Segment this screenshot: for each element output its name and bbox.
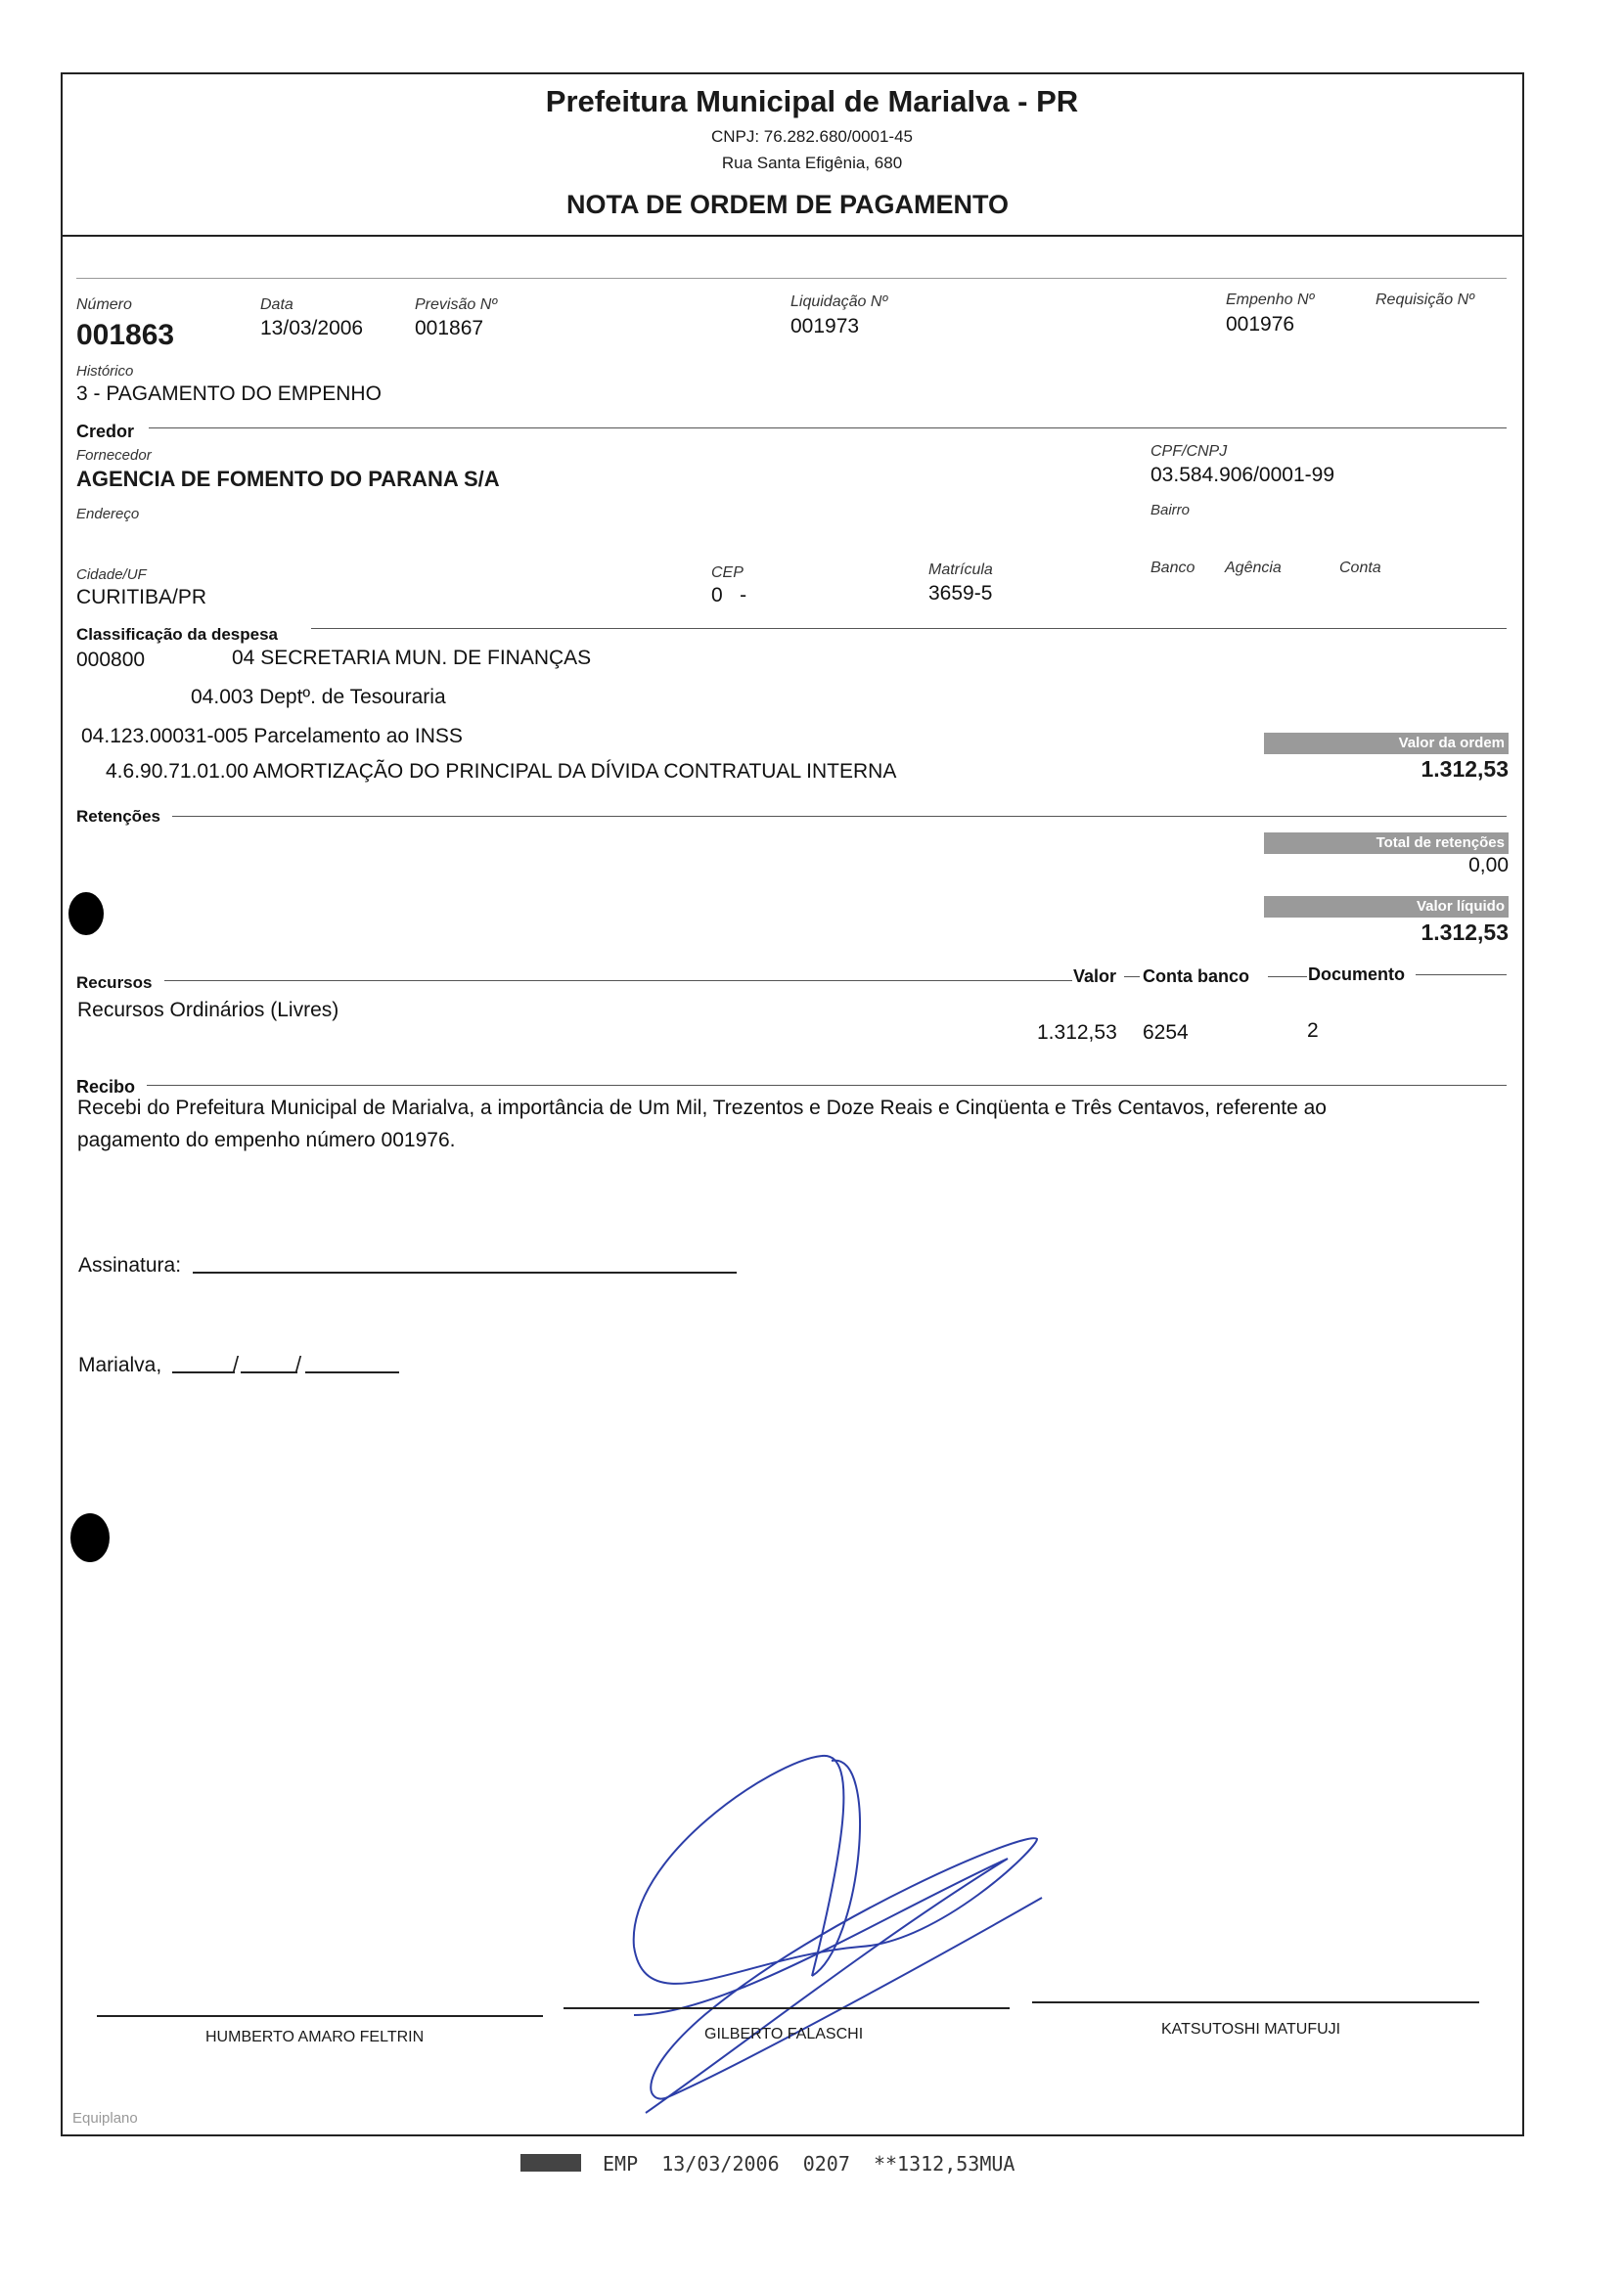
bairro-label: Bairro bbox=[1150, 502, 1191, 518]
recursos-conta: 6254 bbox=[1143, 1021, 1189, 1044]
numero-value: 001863 bbox=[76, 319, 175, 351]
signature-line-1 bbox=[97, 2015, 543, 2017]
recibo-text-2: pagamento do empenho número 001976. bbox=[77, 1129, 456, 1151]
endereco-label: Endereço bbox=[76, 506, 140, 522]
total-retencoes-value: 0,00 bbox=[1468, 854, 1509, 876]
recibo-section: Recibo bbox=[76, 1077, 136, 1097]
matricula-label: Matrícula bbox=[928, 561, 993, 578]
signature-stroke-3 bbox=[634, 1859, 1008, 2113]
classificacao-line3: 04.123.00031-005 Parcelamento ao INSS bbox=[81, 725, 463, 747]
classificacao-code: 000800 bbox=[76, 649, 146, 671]
local-label: Marialva, bbox=[78, 1354, 162, 1376]
recursos-name: Recursos Ordinários (Livres) bbox=[77, 999, 339, 1021]
classificacao-line4: 4.6.90.71.01.00 AMORTIZAÇÃO DO PRINCIPAL DA DÍVIDA CONTRATUAL INTERNA bbox=[106, 760, 897, 783]
cidade-label: Cidade/UF bbox=[76, 566, 147, 583]
retencoes-section: Retenções bbox=[76, 807, 160, 826]
classificacao-line2: 04.003 Deptº. de Tesouraria bbox=[191, 686, 446, 708]
empenho-value: 001976 bbox=[1226, 313, 1295, 336]
cidade-value: CURITIBA/PR bbox=[76, 586, 207, 608]
cpf-label: CPF/CNPJ bbox=[1150, 443, 1228, 460]
bank-logo-icon bbox=[520, 2154, 581, 2172]
cpf-value: 03.584.906/0001-99 bbox=[1150, 464, 1335, 486]
historico-value: 3 - PAGAMENTO DO EMPENHO bbox=[76, 382, 382, 405]
signatory-3: KATSUTOSHI MATUFUJI bbox=[1161, 2021, 1341, 2038]
fornecedor-value: AGENCIA DE FOMENTO DO PARANA S/A bbox=[76, 467, 500, 491]
classificacao-line1: 04 SECRETARIA MUN. DE FINANÇAS bbox=[232, 647, 592, 669]
recursos-documento: 2 bbox=[1307, 1019, 1319, 1042]
signature-stroke-1 bbox=[634, 1756, 1042, 2099]
signatory-2: GILBERTO FALASCHI bbox=[704, 2026, 864, 2042]
fornecedor-label: Fornecedor bbox=[76, 447, 152, 464]
valor-liquido-value: 1.312,53 bbox=[1421, 920, 1509, 945]
data-value: 13/03/2006 bbox=[260, 317, 364, 339]
valor-liquido-label: Valor líquido bbox=[1416, 898, 1505, 915]
signature-line-3 bbox=[1032, 2001, 1479, 2003]
conta-label: Conta bbox=[1339, 560, 1381, 576]
recursos-valor-label: Valor bbox=[1073, 966, 1117, 986]
numero-label: Número bbox=[76, 296, 132, 313]
valor-ordem-label: Valor da ordem bbox=[1398, 735, 1505, 751]
empenho-label: Empenho Nº bbox=[1226, 292, 1315, 308]
valor-ordem-value: 1.312,53 bbox=[1421, 756, 1509, 782]
matricula-value: 3659-5 bbox=[928, 582, 993, 605]
org-title: Prefeitura Municipal de Marialva - PR bbox=[545, 84, 1079, 118]
liquidacao-value: 001973 bbox=[790, 315, 860, 337]
cep-value: 0 - bbox=[711, 584, 747, 606]
recursos-valor: 1.312,53 bbox=[1037, 1021, 1117, 1044]
cnpj: CNPJ: 76.282.680/0001-45 bbox=[710, 127, 914, 146]
signature-line-2 bbox=[564, 2007, 1010, 2009]
signatory-1: HUMBERTO AMARO FELTRIN bbox=[205, 2029, 425, 2045]
date-slash-1: / bbox=[233, 1352, 240, 1376]
recursos-conta-label: Conta banco bbox=[1143, 966, 1250, 986]
banco-label: Banco bbox=[1150, 560, 1195, 576]
agencia-label: Agência bbox=[1225, 560, 1282, 576]
cep-label: CEP bbox=[711, 564, 744, 581]
previsao-value: 001867 bbox=[415, 317, 484, 339]
assinatura-label: Assinatura: bbox=[78, 1254, 182, 1277]
recursos-section: Recursos bbox=[76, 973, 153, 992]
classificacao-section: Classificação da despesa bbox=[76, 625, 279, 644]
address: Rua Santa Efigênia, 680 bbox=[721, 154, 903, 172]
date-slash-2: / bbox=[295, 1352, 302, 1376]
data-label: Data bbox=[260, 296, 293, 313]
historico-label: Histórico bbox=[76, 363, 134, 380]
recibo-text-1: Recebi do Prefeitura Municipal de Marialva, a importância de Um Mil, Trezentos e Doze Reais e Cinqüenta e Três Centavos, referente ao bbox=[77, 1097, 1327, 1119]
previsao-label: Previsão Nº bbox=[415, 296, 498, 313]
payment-stamp: EMP 13/03/2006 0207 **1312,53MUA bbox=[603, 2152, 1015, 2176]
credor-section: Credor bbox=[76, 422, 135, 441]
total-retencoes-label: Total de retenções bbox=[1376, 834, 1505, 851]
doc-title: NOTA DE ORDEM DE PAGAMENTO bbox=[565, 190, 1009, 219]
software-label: Equiplano bbox=[72, 2110, 138, 2127]
liquidacao-label: Liquidação Nº bbox=[790, 293, 888, 310]
requisicao-label: Requisição Nº bbox=[1376, 292, 1474, 308]
recursos-documento-label: Documento bbox=[1308, 965, 1405, 984]
